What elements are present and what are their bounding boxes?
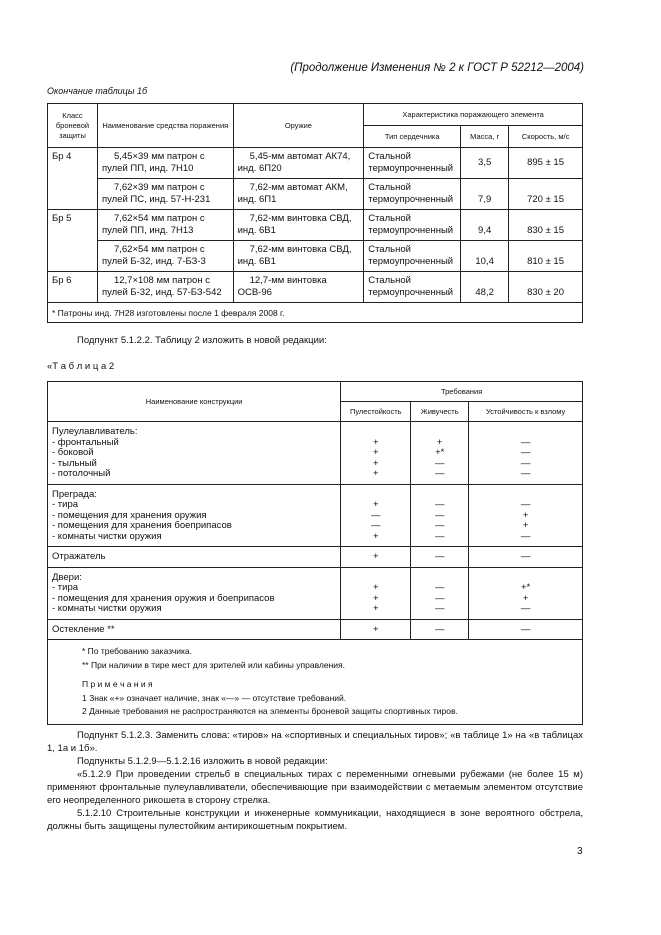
cell-bullet: [341, 619, 411, 640]
requirement-mark: —: [434, 509, 445, 521]
requirement-mark: +: [372, 551, 379, 562]
construction-line: - тыльный: [52, 457, 97, 469]
table-2: [47, 381, 583, 725]
cell-means: 7,62×54 мм патрон с пулей Б-32, инд. 7-БЗ-3: [97, 241, 233, 272]
construction-line: - помещения для хранения оружия и боеприпасов: [52, 592, 275, 604]
cell-means: 7,62×54 мм патрон с пулей ПП, инд. 7Н13: [97, 210, 233, 241]
cell-weapon: 7,62-мм автомат АКМ, инд. 6П1: [233, 179, 364, 210]
cell-core: Стальной термоупрочненный: [364, 272, 461, 303]
requirement-mark: —: [434, 499, 445, 510]
th-means: Наименование средства поражения: [97, 104, 233, 148]
cell-mass: 9,4: [461, 210, 509, 241]
th-class: Класс броневой защиты: [48, 104, 98, 148]
table-row: [48, 148, 583, 179]
requirement-mark: —: [520, 447, 531, 458]
requirement-mark: —: [434, 592, 445, 604]
requirement-mark: +: [372, 457, 379, 469]
cell-core: Стальной термоупрочненный: [364, 241, 461, 272]
requirement-mark: +: [372, 582, 379, 593]
table1-footnote: * Патроны инд. 7Н28 изготовлены после 1 февраля 2008 г.: [48, 303, 583, 323]
cell-construction: [48, 422, 341, 485]
cell-construction: [48, 547, 341, 568]
cell-class: Бр 5: [48, 210, 98, 272]
table-row: [48, 619, 583, 640]
requirement-mark: +: [436, 436, 443, 448]
requirement-mark: —: [520, 603, 531, 614]
requirement-mark: —: [434, 457, 445, 469]
construction-line: Отражатель: [52, 551, 106, 562]
construction-line: - боковой: [52, 447, 94, 458]
cell-weapon: 7,62-мм винтовка СВД, инд. 6В1: [233, 241, 364, 272]
cell-survivability: [411, 619, 469, 640]
table-row: [48, 567, 583, 619]
cell-construction: [48, 619, 341, 640]
table1-caption: Окончание таблицы 1б: [47, 86, 148, 96]
cell-speed: 830 ± 20: [509, 272, 583, 303]
cell-burglar: [469, 619, 583, 640]
th-weapon: Оружие: [233, 104, 364, 148]
requirement-mark: +: [522, 520, 529, 531]
th-burglar: Устойчивость к взлому: [469, 402, 583, 422]
cell-speed: 810 ± 15: [509, 241, 583, 272]
requirement-mark: —: [520, 499, 531, 510]
cell-survivability: [411, 484, 469, 547]
note-2: 2 Данные требования не распространяются на элементы броневой защиты спортивных тиров.: [82, 706, 458, 716]
cell-speed: 830 ± 15: [509, 210, 583, 241]
th-core: Тип сердечника: [364, 126, 461, 148]
table-row: [48, 547, 583, 568]
requirement-mark: —: [434, 520, 445, 531]
notes-title: П р и м е ч а н и я: [82, 679, 153, 689]
cell-core: Стальной термоупрочненный: [364, 148, 461, 179]
cell-weapon: 5,45-мм автомат АК74, инд. 6П20: [233, 148, 364, 179]
requirement-mark: +: [522, 509, 529, 521]
requirement-mark: —: [434, 603, 445, 614]
construction-line: Остекление **: [52, 623, 115, 635]
table-row: [48, 272, 583, 303]
requirement-mark: —: [434, 551, 445, 562]
requirement-mark: —: [434, 623, 445, 635]
cell-core: Стальной термоупрочненный: [364, 210, 461, 241]
table-row: [48, 422, 583, 485]
th-speed: Скорость, м/с: [509, 126, 583, 148]
para-5-1-2-9: «5.1.2.9 При проведении стрельб в специальных тирах с переменными огневыми рубежами (не более 15 м) применяют фронтальные пулеулавливатели, обеспечивающие при взаимодействии с метаемым элементом отсутствие его неопределенного рикошета в сторону стрелка.: [47, 769, 583, 806]
construction-line: - тира: [52, 499, 79, 510]
cell-mass: 7,9: [461, 179, 509, 210]
construction-line: - помещения для хранения оружия: [52, 509, 207, 521]
cell-weapon: 7,62-мм винтовка СВД, инд. 6В1: [233, 210, 364, 241]
requirement-mark: [473, 427, 578, 438]
cell-bullet: [341, 422, 411, 485]
cell-bullet: [341, 567, 411, 619]
requirement-mark: —: [371, 520, 381, 531]
text-body: [47, 729, 583, 833]
requirement-mark: —: [371, 509, 381, 521]
cell-core: Стальной термоупрочненный: [364, 179, 461, 210]
cell-class: Бр 6: [48, 272, 98, 303]
requirement-mark: —: [434, 468, 445, 479]
para-5-1-2-9-intro: Подпункты 5.1.2.9—5.1.2.16 изложить в новой редакции:: [77, 756, 328, 767]
requirement-mark: —: [520, 468, 531, 479]
cell-bullet: [341, 547, 411, 568]
requirement-mark: —: [520, 530, 531, 542]
table-row: [48, 179, 583, 210]
construction-line: - фронтальный: [52, 436, 119, 448]
para-5-1-2-10: 5.1.2.10 Строительные конструкции и инженерные коммуникации, находящиеся в зоне вероятного обстрела, должны быть защищены пулестойким антирикошетным покрытием.: [47, 808, 583, 832]
requirement-mark: +: [372, 499, 379, 510]
requirement-mark: +: [372, 530, 379, 542]
requirement-mark: —: [434, 530, 445, 542]
footnote-1: * По требованию заказчика.: [82, 646, 192, 656]
cell-survivability: [411, 567, 469, 619]
construction-line: - комнаты чистки оружия: [52, 530, 162, 542]
table2-notes: [48, 640, 583, 725]
cell-class: Бр 4: [48, 148, 98, 210]
para-5-1-2-3: Подпункт 5.1.2.3. Заменить слова: «тиров» на «спортивных и специальных тиров»; «в таблице 1» на «в таблицах 1, 1а и 1б».: [47, 730, 583, 754]
document-header: (Продолжение Изменения № 2 к ГОСТ Р 52212—2004): [290, 62, 584, 74]
note-1: 1 Знак «+» означает наличие, знак «—» — отсутствие требований.: [82, 692, 347, 703]
requirement-mark: +: [372, 603, 379, 614]
cell-mass: 48,2: [461, 272, 509, 303]
requirement-mark: —: [434, 582, 445, 593]
construction-line: - помещения для хранения боеприпасов: [52, 520, 232, 531]
construction-line: Преграда:: [52, 488, 97, 500]
construction-line: Пулеулавливатель:: [52, 426, 138, 437]
cell-speed: 895 ± 15: [509, 148, 583, 179]
cell-survivability: [411, 422, 469, 485]
requirement-mark: +: [372, 623, 379, 635]
th-construction: Наименование конструкции: [48, 382, 341, 422]
cell-means: 12,7×108 мм патрон с пулей Б-32, инд. 57-БЗ-542: [97, 272, 233, 303]
cell-means: 7,62×39 мм патрон с пулей ПС, инд. 57-Н-231: [97, 179, 233, 210]
th-bullet: Пулестойкость: [341, 402, 411, 422]
th-requirements: Требования: [341, 382, 583, 402]
page-number: 3: [577, 846, 583, 857]
requirement-mark: —: [520, 623, 531, 635]
requirement-mark: +*: [435, 447, 445, 458]
cell-mass: 10,4: [461, 241, 509, 272]
requirement-mark: +: [522, 592, 529, 604]
cell-means: 5,45×39 мм патрон с пулей ПП, инд. 7Н10: [97, 148, 233, 179]
table-row: [48, 210, 583, 241]
cell-construction: [48, 484, 341, 547]
requirement-mark: +: [372, 592, 379, 604]
requirement-mark: —: [520, 436, 531, 448]
cell-burglar: [469, 567, 583, 619]
cell-construction: [48, 567, 341, 619]
cell-burglar: [469, 422, 583, 485]
cell-burglar: [469, 547, 583, 568]
table-row: [48, 241, 583, 272]
cell-mass: 3,5: [461, 148, 509, 179]
cell-speed: 720 ± 15: [509, 179, 583, 210]
th-survivability: Живучесть: [411, 402, 469, 422]
construction-line: - тира: [52, 582, 79, 593]
cell-weapon: 12,7-мм винтовка ОСВ-96: [233, 272, 364, 303]
requirement-mark: —: [520, 457, 531, 469]
requirement-mark: [415, 427, 464, 438]
construction-line: - потолочный: [52, 468, 111, 479]
requirement-mark: [345, 427, 406, 438]
cell-burglar: [469, 484, 583, 547]
construction-line: Двери:: [52, 571, 82, 583]
requirement-mark: +: [372, 468, 379, 479]
cell-survivability: [411, 547, 469, 568]
table2-caption: «Т а б л и ц а 2: [47, 361, 115, 372]
th-characteristic: Характеристика поражающего элемента: [364, 104, 583, 126]
table-1b: [47, 103, 583, 323]
requirement-mark: +: [372, 447, 379, 458]
para-5-1-2-2: Подпункт 5.1.2.2. Таблицу 2 изложить в новой редакции:: [77, 335, 327, 346]
th-mass: Масса, г: [461, 126, 509, 148]
requirement-mark: +: [372, 436, 379, 448]
cell-bullet: [341, 484, 411, 547]
requirement-mark: —: [520, 551, 531, 562]
construction-line: - комнаты чистки оружия: [52, 603, 162, 614]
footnote-2: ** При наличии в тире мест для зрителей или кабины управления.: [82, 659, 345, 670]
table-row: [48, 484, 583, 547]
requirement-mark: +*: [520, 582, 531, 593]
